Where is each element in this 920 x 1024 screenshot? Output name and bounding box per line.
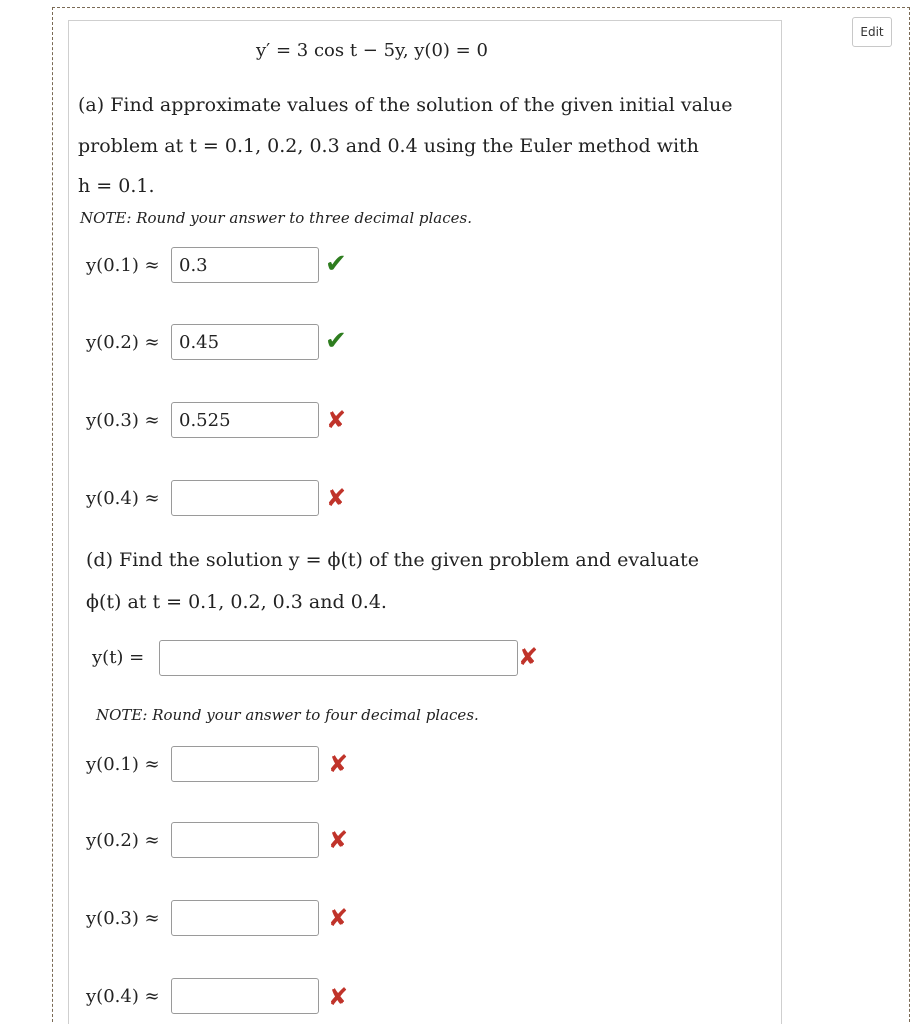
part-d-y03-label: y(0.3) ≈ bbox=[86, 908, 160, 929]
part-d-instructions-line-2: ϕ(t) at t = 0.1, 0.2, 0.3 and 0.4. bbox=[86, 591, 387, 613]
part-d-y01-label: y(0.1) ≈ bbox=[86, 754, 160, 775]
part-d-note: NOTE: Round your answer to four decimal places. bbox=[96, 706, 479, 724]
part-a-y02-input[interactable] bbox=[171, 324, 319, 360]
part-a-y04-input[interactable] bbox=[171, 480, 319, 516]
part-a-y01-input[interactable] bbox=[171, 247, 319, 283]
part-d-y02-input[interactable] bbox=[171, 822, 319, 858]
part-d-y04-input[interactable] bbox=[171, 978, 319, 1014]
part-d-solution-input[interactable] bbox=[159, 640, 518, 676]
part-d-instructions-line-1: (d) Find the solution y = ϕ(t) of the given problem and evaluate bbox=[86, 549, 699, 571]
incorrect-cross-icon: ✘ bbox=[326, 484, 347, 512]
correct-check-icon: ✔ bbox=[325, 326, 347, 356]
incorrect-cross-icon: ✘ bbox=[328, 904, 349, 932]
part-a-instructions-line-1: (a) Find approximate values of the solution of the given initial value bbox=[78, 94, 733, 116]
incorrect-cross-icon: ✘ bbox=[328, 826, 349, 854]
part-d-y03-input[interactable] bbox=[171, 900, 319, 936]
part-a-y03-input[interactable] bbox=[171, 402, 319, 438]
part-d-y01-input[interactable] bbox=[171, 746, 319, 782]
part-d-y04-label: y(0.4) ≈ bbox=[86, 986, 160, 1007]
question-panel bbox=[68, 20, 782, 1024]
edit-button[interactable]: Edit bbox=[852, 17, 892, 47]
part-a-instructions-line-2: problem at t = 0.1, 0.2, 0.3 and 0.4 using the Euler method with bbox=[78, 135, 699, 157]
part-a-note: NOTE: Round your answer to three decimal places. bbox=[80, 209, 472, 227]
part-a-y02-label: y(0.2) ≈ bbox=[86, 332, 160, 353]
part-a-y04-label: y(0.4) ≈ bbox=[86, 488, 160, 509]
part-a-y01-label: y(0.1) ≈ bbox=[86, 255, 160, 276]
incorrect-cross-icon: ✘ bbox=[326, 406, 347, 434]
incorrect-cross-icon: ✘ bbox=[518, 643, 539, 671]
part-d-solution-label: y(t) = bbox=[92, 647, 145, 668]
problem-equation: y′ = 3 cos t − 5y, y(0) = 0 bbox=[256, 40, 488, 61]
part-a-instructions-line-3: h = 0.1. bbox=[78, 175, 155, 197]
incorrect-cross-icon: ✘ bbox=[328, 750, 349, 778]
correct-check-icon: ✔ bbox=[325, 249, 347, 279]
part-d-y02-label: y(0.2) ≈ bbox=[86, 830, 160, 851]
incorrect-cross-icon: ✘ bbox=[328, 983, 349, 1011]
part-a-y03-label: y(0.3) ≈ bbox=[86, 410, 160, 431]
